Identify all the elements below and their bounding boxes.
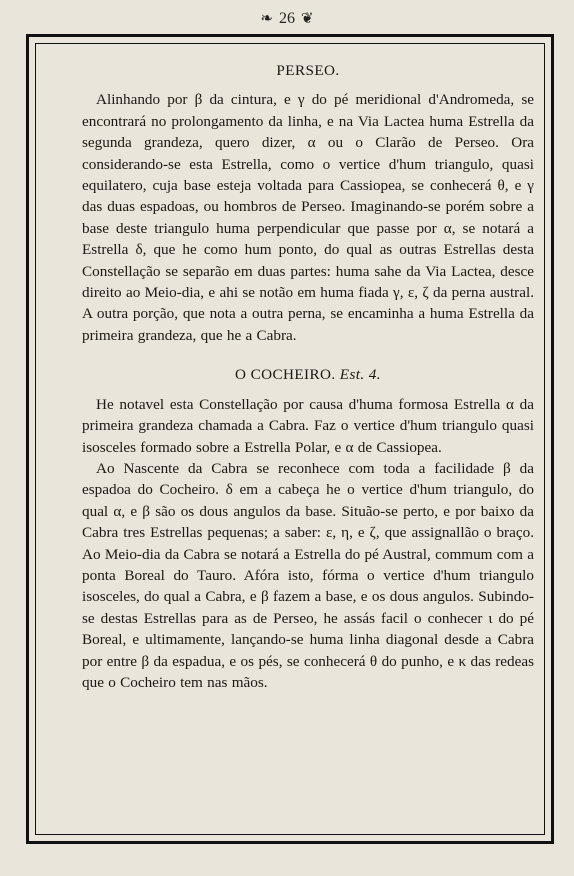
right-ornament-icon: ❦ bbox=[301, 10, 314, 27]
page-number: 26 bbox=[279, 10, 295, 27]
page-header bbox=[0, 6, 574, 32]
page-content bbox=[82, 60, 534, 693]
section-title-cocheiro bbox=[82, 364, 534, 385]
left-ornament-icon: ❧ bbox=[260, 10, 273, 27]
section-title-perseo: PERSEO. bbox=[276, 62, 340, 79]
cocheiro-title-text: O COCHEIRO. bbox=[235, 366, 336, 384]
cocheiro-paragraph-1: He notavel esta Constellação por causa d'huma formosa Estrella α da primeira grandeza chamada a Cabra. Faz o vertice d'hum triangulo quasi isosceles formado sobre a Estrella Polar, e α de Cassiopea. bbox=[82, 395, 534, 456]
cocheiro-paragraph-2: Ao Nascente da Cabra se reconhece com toda a facilidade β da espadoa do Cocheiro. δ em a cabeça he o vertice d'hum triangulo, do qual α, e β são os dous angulos da base. Situão-se perto, e por baixo da Cabra tres Estrellas pequenas; a saber: ε, η, e ζ, que assignallão o braço. Ao Meio-dia da Cabra se notará a Estrella do pé Austral, commum com a ponta Boreal do Tauro. Afóra isto, fórma o vertice d'hum triangulo isosceles, do qual a Cabra, e β fazem a base, e os dous angulos. Subindo-se destas Estrellas para as de Perseo, he assás facil o conhecer ι do pé Boreal, e ultimamente, lançando-se huma linha diagonal desde a Cabra por entre β da espadua, e os pés, se conhecerá θ do punho, e κ das redeas que o Cocheiro tem nas mãos. bbox=[82, 459, 534, 691]
perseo-paragraph: Alinhando por β da cintura, e γ do pé meridional d'Andromeda, se encontrará no prolongamento da linha, e na Via Lactea huma Estrella da segunda grandeza, quero dizer, α ou o Clarão de Perseo. Ora considerando-se esta Estrella, como o vertice d'hum triangulo, quasi equilatero, cuja base esteja voltada para Cassiopea, se conhecerá θ, e γ das duas espadoas, ou hombros de Perseo. Imaginando-se porém sobre a base deste triangulo huma perpendicular que passe por α, se notará a Estrella δ, que he como hum ponto, do qual as outras Estrellas desta Constellação se separão em duas partes: huma sahe da Via Lactea, desce direito ao Meio-dia, e ahi se notão em huma fiada γ, ε, ζ da perna austral. A outra porção, que nota a outra perna, se encaminha a huma Estrella da primeira grandeza, que he a Cabra. bbox=[82, 91, 534, 344]
section-cocheiro bbox=[82, 364, 534, 693]
cocheiro-plate-reference: Est. 4. bbox=[339, 366, 381, 384]
